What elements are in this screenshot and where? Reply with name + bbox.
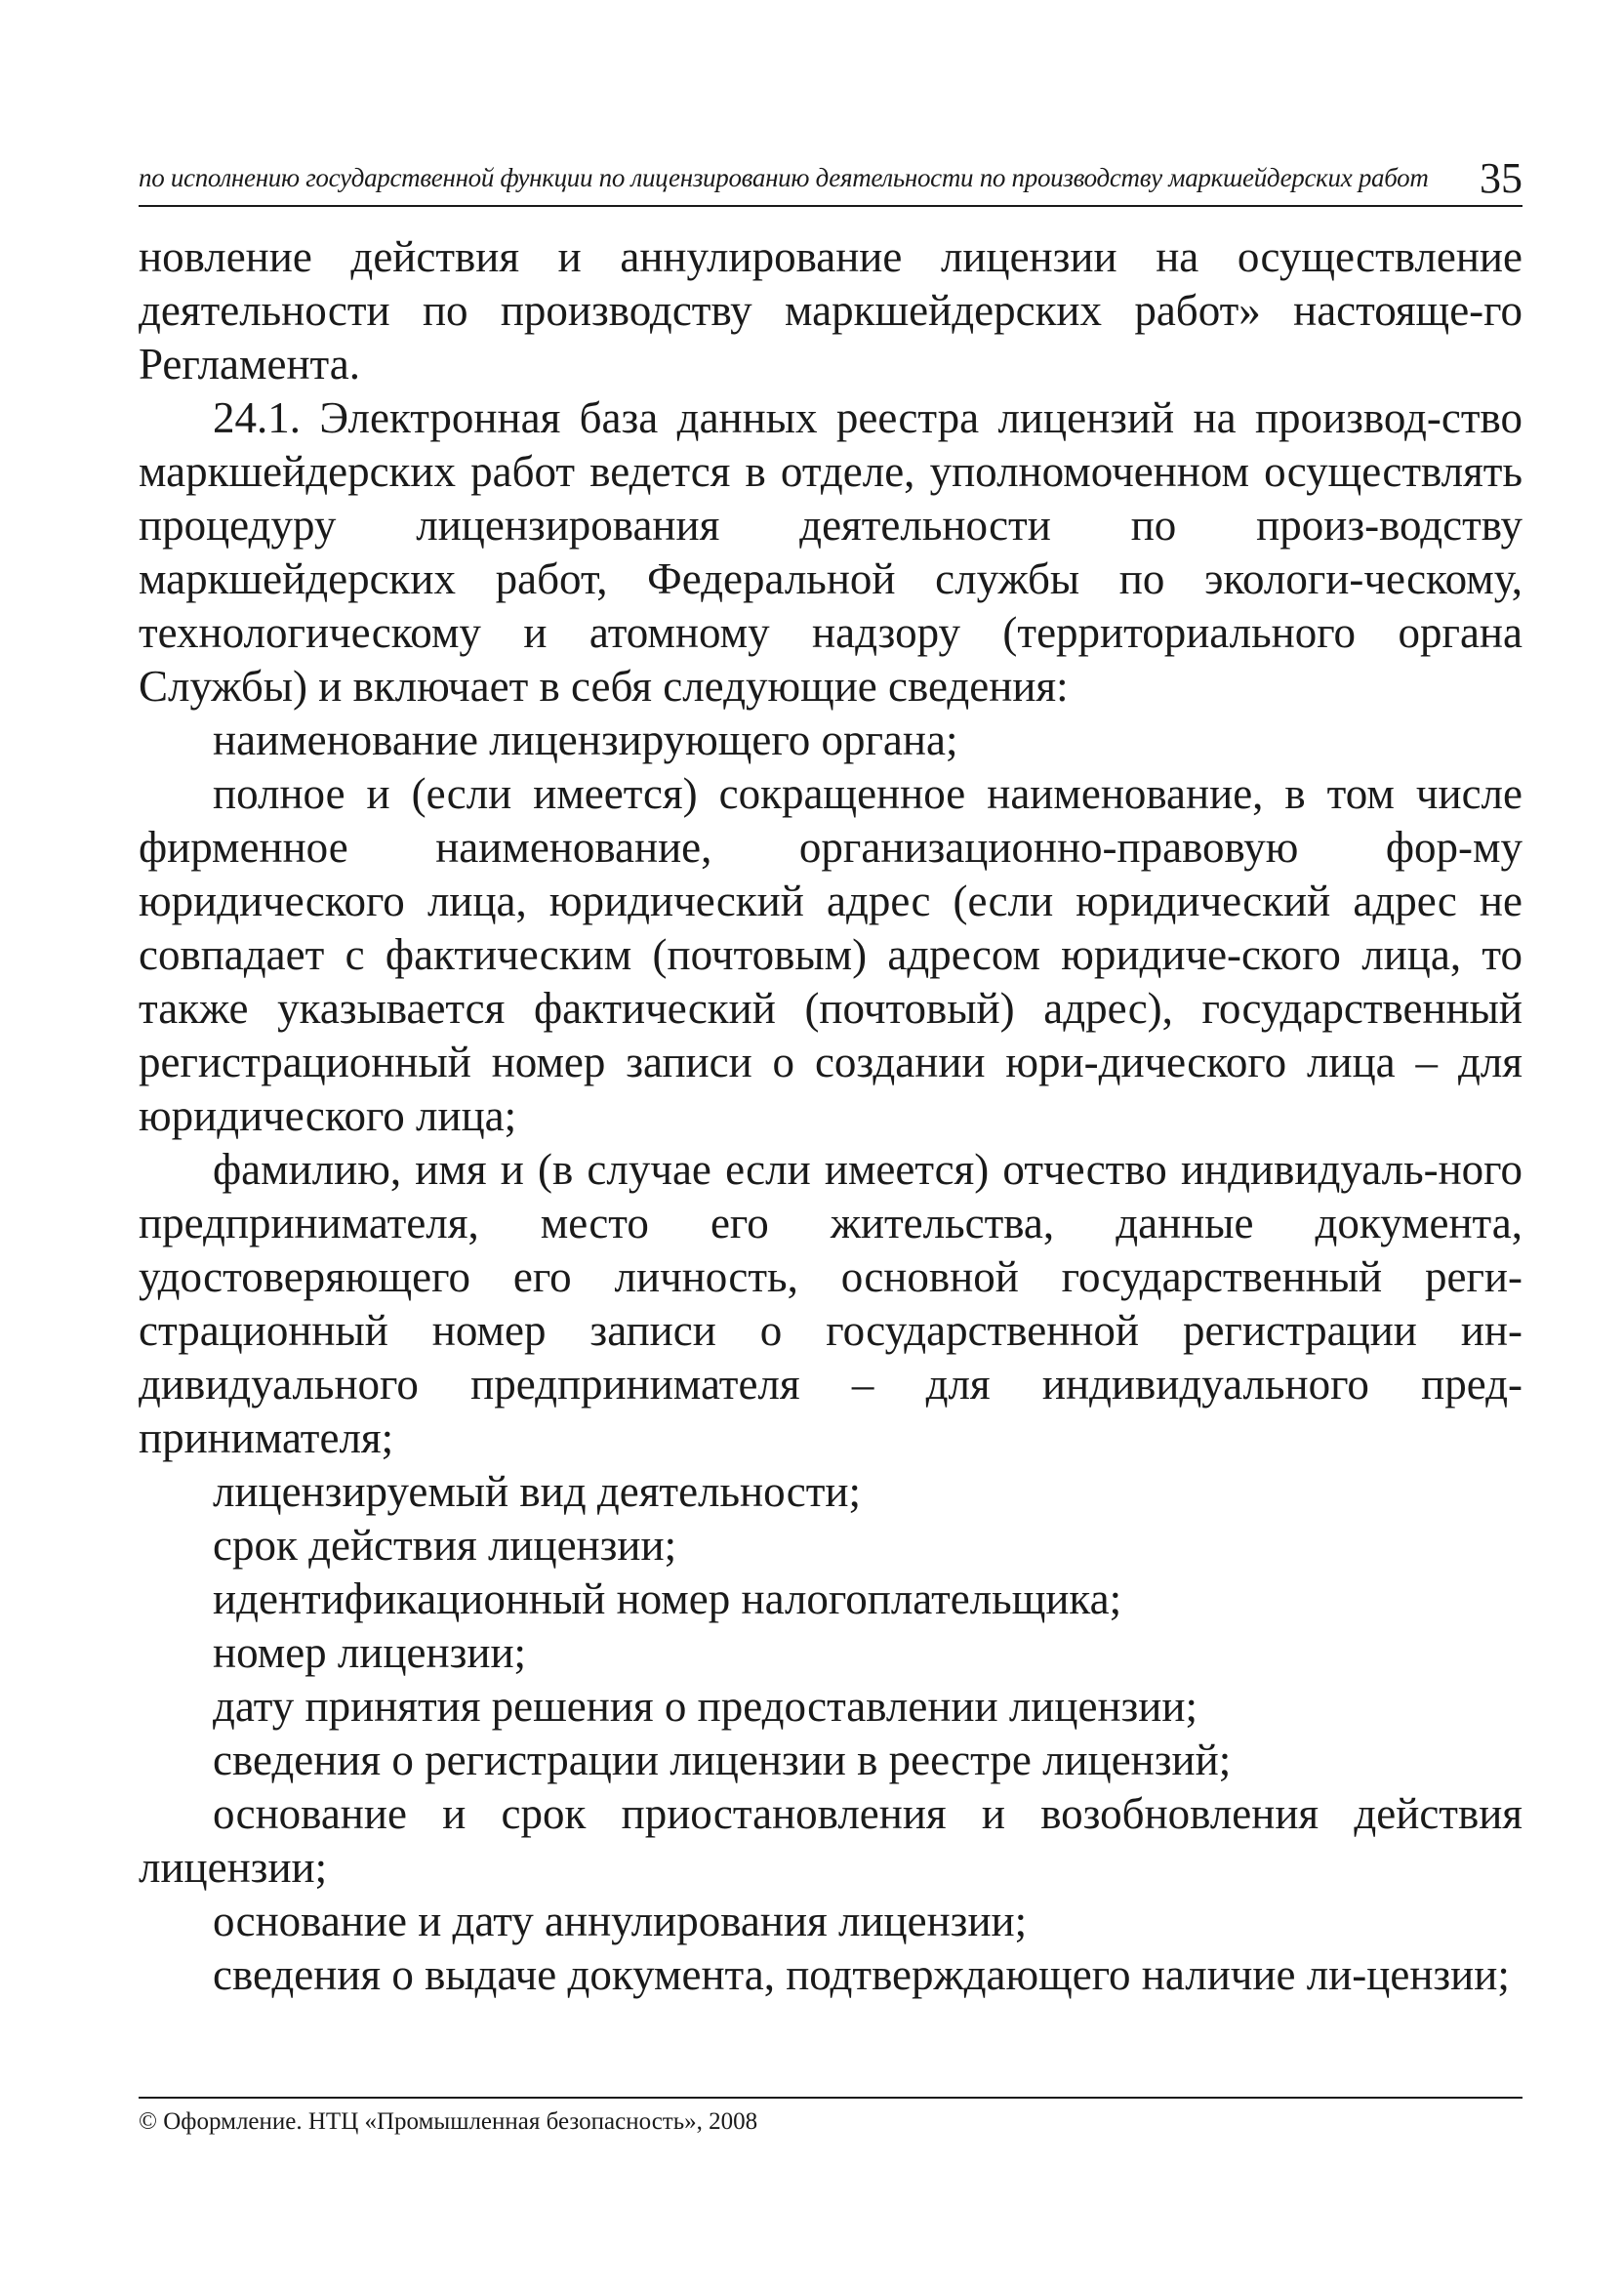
list-item: полное и (если имеется) сокращенное наименование, в том числе фирменное наименование, организационно-правовую фор-му юридического лица, юридический адрес (если юридический адрес не совпадает с фактическим (почтовым) адресом юридиче-ского лица, то также указывается фактический (почтовый) адрес), государственный регистрационный номер записи о создании юри-дического лица – для юридического лица; — [139, 769, 1522, 1140]
page-number: 35 — [1480, 154, 1522, 202]
body-text — [139, 230, 1522, 2002]
list-item: наименование лицензирующего органа; — [213, 715, 958, 764]
list-item: дату принятия решения о предоставлении лицензии; — [213, 1682, 1198, 1731]
list-item: идентификационный номер налогоплательщика; — [213, 1574, 1122, 1623]
list-item: лицензируемый вид деятельности; — [213, 1467, 861, 1516]
list-item: срок действия лицензии; — [213, 1521, 677, 1570]
running-header — [139, 156, 1522, 203]
header-rule — [139, 205, 1522, 207]
list-item: основание и дату аннулирования лицензии; — [213, 1897, 1028, 1945]
footer-copyright: © Оформление. НТЦ «Промышленная безопасность», 2008 — [139, 2108, 758, 2135]
running-title: по исполнению государственной функции по лицензированию деятельности по производству маркшейдерских работ — [139, 163, 1429, 192]
list-item: фамилию, имя и (в случае если имеется) отчество индивидуаль-ного предпринимателя, место его жительства, данные документа, удостоверяющего его личность, основной государственный реги-страционный номер записи о государственной регистрации ин-дивидуального предпринимателя – для индивидуального пред-принимателя; — [139, 1145, 1522, 1462]
paragraph: 24.1. Электронная база данных реестра лицензий на производ-ство маркшейдерских работ ведется в отделе, уполномоченном осуществлять процедуру лицензирования деятельности по произ-водству маркшейдерских работ, Федеральной службы по экологи-ческому, технологическому и атомному надзору (территориального органа Службы) и включает в себя следующие сведения: — [139, 393, 1522, 711]
footer-rule — [139, 2097, 1522, 2099]
paragraph: новление действия и аннулирование лицензии на осуществление деятельности по производству маркшейдерских работ» настояще-го Регламента. — [139, 232, 1522, 388]
list-item: сведения о регистрации лицензии в реестре лицензий; — [213, 1736, 1232, 1784]
list-item: основание и срок приостановления и возобновления действия лицензии; — [139, 1789, 1522, 1892]
list-item: номер лицензии; — [213, 1628, 527, 1677]
list-item: сведения о выдаче документа, подтверждающего наличие ли-цензии; — [213, 1950, 1510, 1999]
